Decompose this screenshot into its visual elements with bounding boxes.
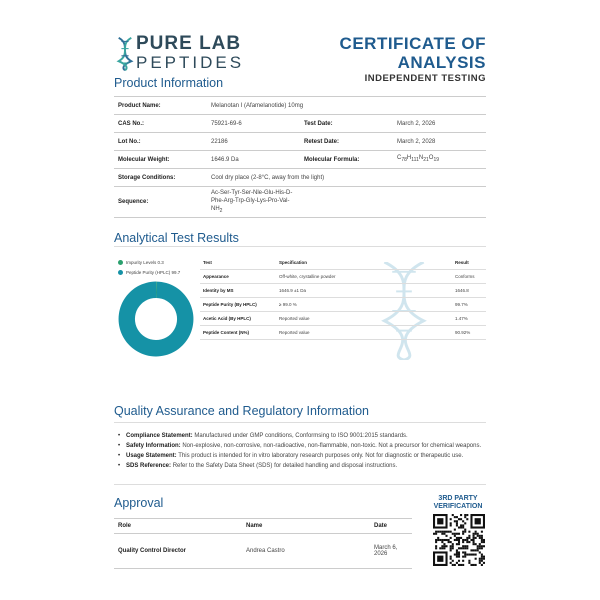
test-result: 1.47% [452, 312, 486, 326]
table-row [114, 534, 412, 569]
test-name: Acetic Acid (By HPLC) [200, 312, 276, 326]
test-name: Appearance [200, 270, 276, 284]
document-subtitle: INDEPENDENT TESTING [364, 73, 486, 84]
test-name: Identity by MS [200, 284, 276, 298]
chart-legend [118, 258, 180, 278]
qa-divider [114, 422, 486, 423]
test-results-table [200, 256, 486, 340]
approval-heading: Approval [114, 496, 164, 510]
list-item: • Usage Statement: This product is intended for in vitro laboratory research purposes only. Not for diagnostic or therapeutic use. [118, 452, 488, 461]
product-info-heading: Product Information [114, 76, 224, 90]
legend-item-impurity: Impurity Levels 0.3 [118, 258, 180, 268]
document-title: CERTIFICATE OF ANALYSIS [339, 34, 486, 72]
product-name-label: Product Name: [114, 97, 207, 115]
molecular-formula-label: Molecular Formula: [300, 151, 393, 169]
col-result-header: Result [455, 260, 469, 265]
approver-name: Andrea Castro [242, 534, 370, 569]
molecular-weight-label: Molecular Weight: [114, 151, 207, 169]
test-result: 1646.8 [452, 284, 486, 298]
test-spec: Off-white, crystalline powder [276, 270, 452, 284]
lot-value: 22186 [207, 133, 300, 151]
analytical-heading: Analytical Test Results [114, 231, 239, 245]
test-spec: 1646.9 ±1 Da [276, 284, 452, 298]
list-item: • SDS Reference: Refer to the Safety Data Sheet (SDS) for detailed handling and disposal instructions. [118, 462, 488, 471]
retest-date-label: Retest Date: [300, 133, 393, 151]
test-spec: ≥ 99.0 % [276, 298, 452, 312]
test-result: 99.7% [452, 298, 486, 312]
storage-value: Cool dry place (2-8°C, away from the light) [207, 169, 486, 187]
list-item: • Compliance Statement: Manufactured under GMP conditions, Conformsing to ISO 9001:2015 standards. [118, 432, 488, 441]
cas-value: 75921-69-6 [207, 115, 300, 133]
role-header: Role [114, 519, 242, 534]
legend-swatch-impurity [118, 260, 123, 265]
name-header: Name [242, 519, 370, 534]
table-row [200, 270, 486, 284]
logo-text-line2: PEPTIDES [136, 53, 245, 72]
verification-label: 3RD PARTY VERIFICATION [433, 495, 483, 510]
molecular-weight-value: 1646.9 Da [207, 151, 300, 169]
list-item: • Safety Information: Non-explosive, non-corrosive, non-radioactive, non-flammable, non-toxic. Not a precursor for chemical weapons. [118, 442, 488, 451]
qa-bottom-divider [114, 484, 486, 485]
sequence-label: Sequence: [114, 187, 207, 218]
cas-label: CAS No.: [114, 115, 207, 133]
analytical-divider [114, 246, 486, 247]
qa-list [118, 432, 488, 472]
dna-logo-icon [116, 34, 134, 74]
lot-label: Lot No.: [114, 133, 207, 151]
test-result: 90.92% [452, 326, 486, 340]
purity-donut-chart [117, 280, 195, 358]
table-row [200, 312, 486, 326]
col-test-header: Test [203, 260, 212, 265]
approval-date: March 6, 2026 [370, 534, 412, 569]
approver-role: Quality Control Director [114, 534, 242, 569]
test-result: Conforms [452, 270, 486, 284]
table-row [200, 326, 486, 340]
molecular-formula-value: $C_{78}H_{111}N_{21}O_{19}$ [393, 151, 486, 169]
qr-code-icon[interactable] [433, 514, 485, 566]
test-spec: Reported value [276, 312, 452, 326]
retest-date-value: March 2, 2028 [393, 133, 486, 151]
qa-heading: Quality Assurance and Regulatory Information [114, 404, 369, 418]
legend-swatch-purity [118, 270, 123, 275]
sequence-value: Ac-Ser-Tyr-Ser-Nle-Glu-His-D- Phe-Arg-Trp-Gly-Lys-Pro-Val- $NH_2$ [207, 187, 486, 218]
test-name: Peptide Purity (By HPLC) [200, 298, 276, 312]
col-spec-header: Specification [279, 260, 308, 265]
date-header: Date [370, 519, 412, 534]
test-date-label: Test Date: [300, 115, 393, 133]
product-name-value: Melanotan I (Afamelanotide) 10mg [207, 97, 486, 115]
approval-table [114, 518, 412, 569]
table-row [200, 284, 486, 298]
legend-item-purity: Peptide Purity (HPLC) 99.7 [118, 268, 180, 278]
test-name: Peptide Content (N%) [200, 326, 276, 340]
logo-text-line1: PURE LAB [136, 33, 242, 54]
test-spec: Reported value [276, 326, 452, 340]
test-date-value: March 2, 2026 [393, 115, 486, 133]
product-info-table [114, 96, 486, 218]
table-row [200, 298, 486, 312]
storage-label: Storage Conditions: [114, 169, 207, 187]
